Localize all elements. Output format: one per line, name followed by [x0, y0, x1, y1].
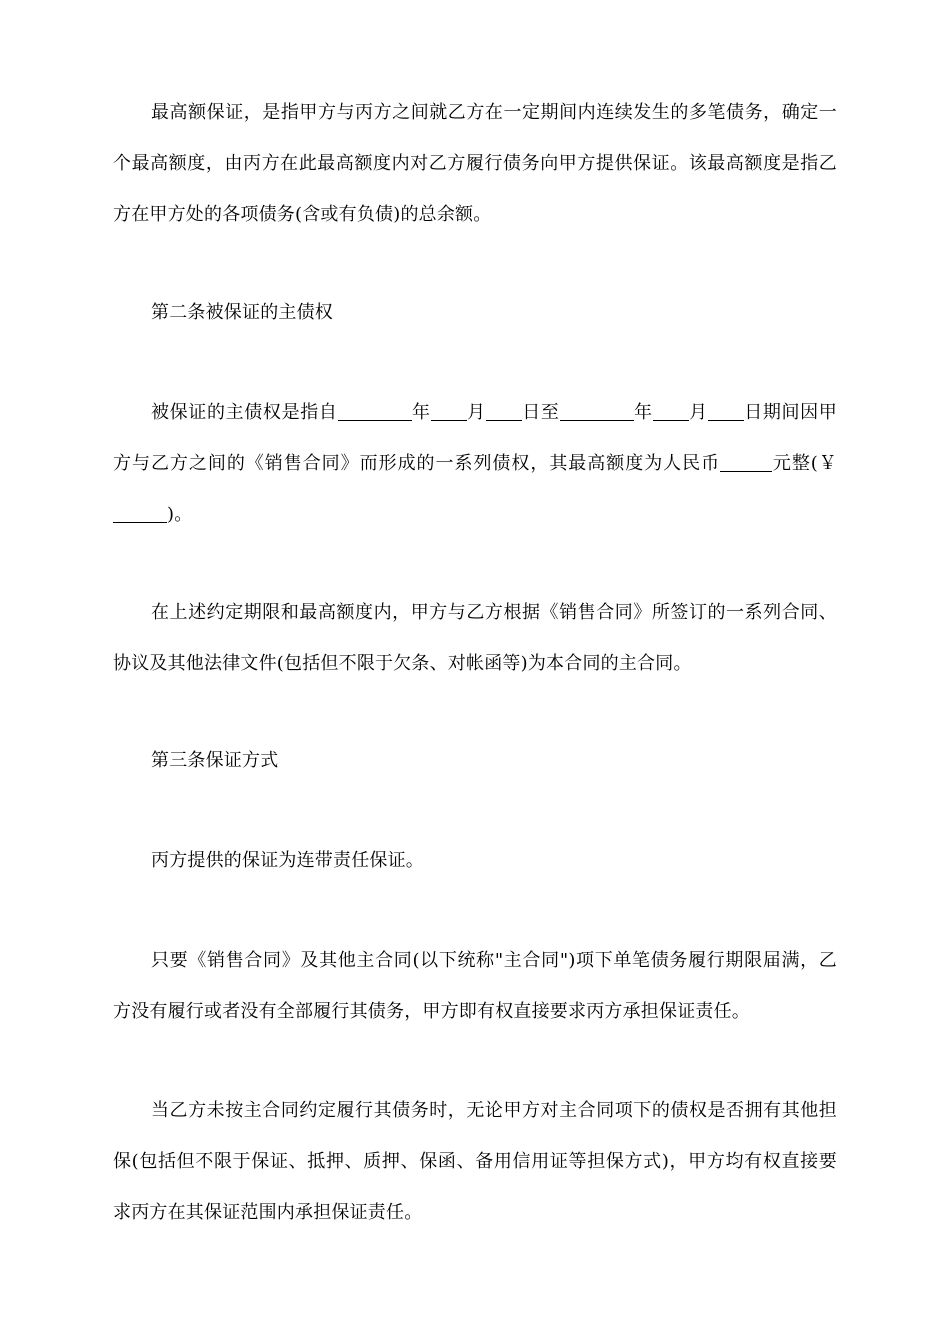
paragraph-main-contracts: 在上述约定期限和最高额度内，甲方与乙方根据《销售合同》所签订的一系列合同、协议及其他法律文件(包括但不限于欠条、对帐函等)为本合同的主合同。: [113, 602, 837, 674]
paragraph-joint-liability: 丙方提供的保证为连带责任保证。: [151, 850, 424, 871]
claims-text-5: 年: [633, 402, 653, 423]
paragraph-max-guarantee-definition: 最高额保证，是指甲方与丙方之间就乙方在一定期间内连续发生的多笔债务，确定一个最高额度，由丙方在此最高额度内对乙方履行债务向甲方提供保证。该最高额度是指乙方在甲方处的各项债务(含或有负债)的总余额。: [113, 102, 837, 225]
end-month-blank[interactable]: [653, 402, 689, 421]
amount-words-blank[interactable]: [720, 453, 772, 472]
claims-text-3: 月: [466, 402, 486, 423]
claims-text-9: )。: [167, 504, 193, 525]
paragraph-debt-expiry: 只要《销售合同》及其他主合同(以下统称"主合同")项下单笔债务履行期限届满，乙方没有履行或者没有全部履行其债务，甲方即有权直接要求丙方承担保证责任。: [113, 950, 837, 1022]
start-month-blank[interactable]: [431, 402, 467, 421]
paragraph-direct-claim: 当乙方未按主合同约定履行其债务时，无论甲方对主合同项下的债权是否拥有其他担保(包括但不限于保证、抵押、质押、保函、备用信用证等担保方式)，甲方均有权直接要求丙方在其保证范围内承担保证责任。: [113, 1100, 837, 1223]
claims-text-8: 元整(￥: [772, 453, 837, 474]
article-3-heading: 第三条保证方式: [151, 750, 279, 771]
end-day-blank[interactable]: [708, 402, 744, 421]
end-year-blank[interactable]: [560, 402, 634, 421]
claims-text-4: 日至: [521, 402, 560, 423]
claims-text-6: 月: [688, 402, 708, 423]
amount-figures-blank[interactable]: [113, 504, 167, 523]
start-day-blank[interactable]: [486, 402, 522, 421]
paragraph-guaranteed-claims: [113, 387, 837, 540]
claims-text-7: 日期间因甲方与乙方之间的《销售合同》而形成的一系列债权，其最高额度为人民币: [113, 402, 837, 474]
claims-text-2: 年: [411, 402, 431, 423]
claims-text-1: 被保证的主债权是指自: [151, 402, 338, 423]
start-year-blank[interactable]: [338, 402, 412, 421]
article-2-heading: 第二条被保证的主债权: [151, 302, 333, 323]
